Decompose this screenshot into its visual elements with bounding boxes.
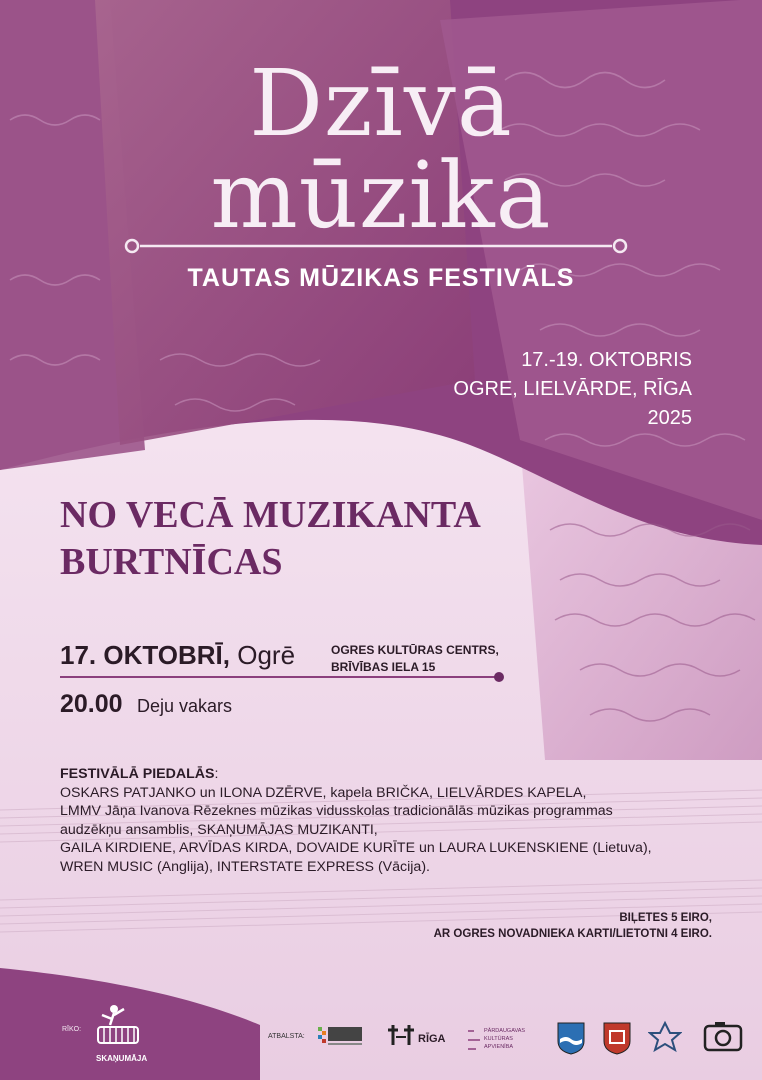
festival-dates: 17.-19. OKTOBRIS — [521, 349, 692, 371]
event-venue-line2: BRĪVĪBAS IELA 15 — [331, 660, 436, 674]
camera-icon — [703, 1020, 743, 1062]
event-city: Ogrē — [237, 640, 296, 670]
event-title-line2: BURTNĪCAS — [60, 541, 283, 583]
riga-crosses-logo — [386, 1023, 416, 1051]
ticket-price: BIĻETES 5 EIRO, — [619, 912, 712, 924]
lielvarde-coat-of-arms — [602, 1021, 632, 1059]
organizer-label: RĪKO: — [62, 1026, 82, 1033]
festival-places: OGRE, LIELVĀRDE, RĪGA — [453, 378, 692, 400]
festival-title-line1: Dzīvā — [249, 50, 513, 157]
event-date-line — [60, 640, 295, 671]
participants-block: FESTIVĀLĀ PIEDALĀS: OSKARS PATJANKO un ILONA DZĒRVE, kapela BRIČKA, LIELVĀRDES KAPELA, LMMV Jāņa Ivanova Rēzeknes mūzikas vidusskolas tradicionālās mūzikas programmas audzēkņu ansamblis, SKAŅUMĀJAS MUZIKANTI, GAILA KIRDIENE, ARVĪDAS KIRDA, DOVAIDE KURĪTE un LAURA LUKENSKIENE (Lietuva), WREN MUSIC (Anglija), INTERSTATE EXPRESS (Vācija). — [60, 765, 700, 876]
festival-dates-block — [453, 346, 692, 433]
pardaugava-logo — [466, 1028, 482, 1058]
ogre-coat-of-arms — [556, 1021, 586, 1059]
organizer-name: SKAŅUMĀJA — [96, 1054, 148, 1063]
kpc-logo — [318, 1025, 364, 1051]
event-description: Deju vakars — [137, 696, 233, 716]
participants-line: OSKARS PATJANKO un ILONA DZĒRVE, kapela BRIČKA, LIELVĀRDES KAPELA, — [60, 784, 587, 801]
event-venue-line1: OGRES KULTŪRAS CENTRS, — [331, 643, 499, 657]
event-venue — [331, 642, 499, 676]
participants-heading: FESTIVĀLĀ PIEDALĀS — [60, 766, 215, 782]
support-label: ATBALSTA: — [268, 1033, 305, 1040]
event-title — [60, 492, 660, 586]
event-date: 17. OKTOBRĪ, — [60, 640, 231, 670]
event-time: 20.00 — [60, 690, 123, 718]
ogre-museum-logo — [648, 1019, 682, 1059]
festival-year: 2025 — [647, 407, 692, 429]
event-title-line1: NO VECĀ MUZIKANTA — [60, 494, 481, 536]
participants-line: LMMV Jāņa Ivanova Rēzeknes mūzikas vidusskolas tradicionālās mūzikas programmas — [60, 803, 613, 819]
participants-line: WREN MUSIC (Anglija), INTERSTATE EXPRESS (Vācija). — [60, 858, 430, 875]
participants-line: GAILA KIRDIENE, ARVĪDAS KIRDA, DOVAIDE KURĪTE un LAURA LUKENSKIENE (Lietuva), — [60, 840, 652, 856]
festival-title-line2: mūzika — [210, 142, 552, 249]
ticket-info — [434, 910, 712, 942]
riga-label: RĪGA — [418, 1033, 446, 1045]
event-time-line — [60, 690, 232, 719]
ticket-discount: AR OGRES NOVADNIEKA KARTI/LIETOTNI 4 EIRO. — [433, 928, 712, 940]
participants-line: audzēkņu ansamblis, SKAŅUMĀJAS MUZIKANTI, — [60, 821, 378, 838]
festival-subtitle: TAUTAS MŪZIKAS FESTIVĀLS — [187, 264, 575, 292]
pardaugava-text: PĀRDAUGAVAS KULTŪRAS APVIENĪBA — [484, 1028, 526, 1050]
